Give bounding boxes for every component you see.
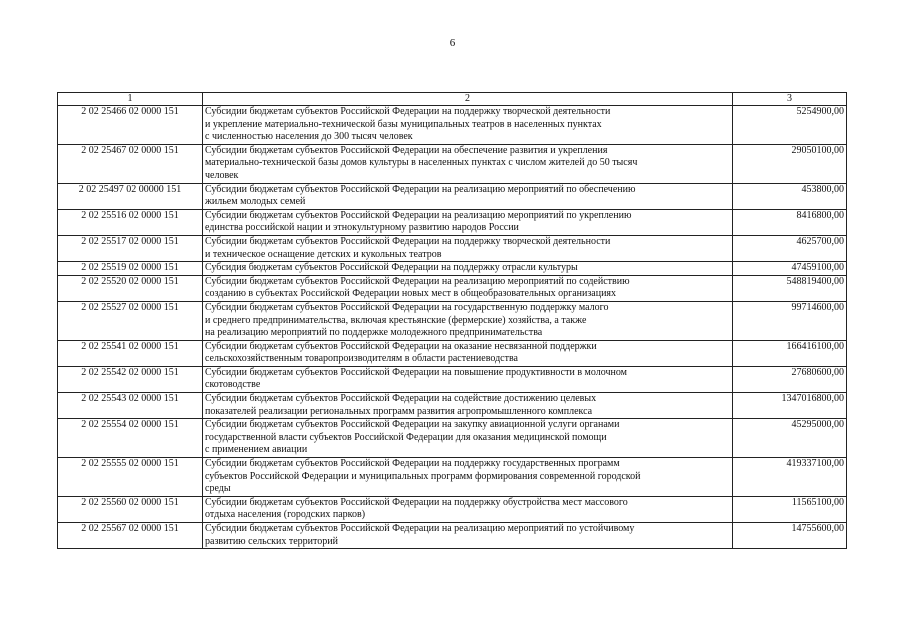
cell-description: Субсидии бюджетам субъектов Российской Федерации на закупку авиационной услуги органами государственной власти субъектов Российской Федерации для оказания медицинской помощи с применением авиации [203,419,733,458]
cell-description: Субсидии бюджетам субъектов Российской Федерации на содействие достижению целевых показателей реализации региональных программ развития агропромышленного комплекса [203,393,733,419]
cell-description: Субсидии бюджетам субъектов Российской Федерации на реализацию мероприятий по содействию созданию в субъектах Российской Федерации новых мест в общеобразовательных организациях [203,275,733,301]
cell-description: Субсидии бюджетам субъектов Российской Федерации на поддержку государственных программ субъектов Российской Федерации и муниципальных программ формирования современной городской среды [203,458,733,497]
table-row [58,419,847,458]
cell-code: 2 02 25560 02 0000 151 [58,496,203,522]
table-row [58,366,847,392]
cell-description: Субсидии бюджетам субъектов Российской Федерации на государственную поддержку малого и среднего предпринимательства, включая крестьянские (фермерские) хозяйства, а также на реализацию мероприятий по поддержке молодежного предпринимательства [203,301,733,340]
cell-amount: 1347016800,00 [733,393,847,419]
header-col-3: 3 [733,93,847,106]
cell-amount: 99714600,00 [733,301,847,340]
cell-amount: 27680600,00 [733,366,847,392]
cell-description: Субсидии бюджетам субъектов Российской Федерации на обеспечение развития и укрепления материально-технической базы домов культуры в населенных пунктах с числом жителей до 50 тысяч человек [203,144,733,183]
cell-code: 2 02 25519 02 0000 151 [58,262,203,276]
cell-code: 2 02 25516 02 0000 151 [58,209,203,235]
cell-amount: 548819400,00 [733,275,847,301]
cell-code: 2 02 25543 02 0000 151 [58,393,203,419]
cell-amount: 5254900,00 [733,106,847,145]
table-row [58,209,847,235]
cell-amount: 166416100,00 [733,340,847,366]
table-row [58,275,847,301]
table-row [58,262,847,276]
cell-description: Субсидии бюджетам субъектов Российской Федерации на повышение продуктивности в молочном скотоводстве [203,366,733,392]
cell-amount: 47459100,00 [733,262,847,276]
cell-amount: 4625700,00 [733,235,847,261]
header-col-1: 1 [58,93,203,106]
table-header-row [58,93,847,106]
table-row [58,496,847,522]
cell-amount: 419337100,00 [733,458,847,497]
table-row [58,301,847,340]
page-number: 6 [449,37,456,49]
table-row [58,144,847,183]
table-row [58,106,847,145]
cell-amount: 11565100,00 [733,496,847,522]
table-row [58,340,847,366]
cell-code: 2 02 25555 02 0000 151 [58,458,203,497]
cell-code: 2 02 25527 02 0000 151 [58,301,203,340]
cell-code: 2 02 25520 02 0000 151 [58,275,203,301]
cell-description: Субсидии бюджетам субъектов Российской Федерации на поддержку обустройства мест массового отдыха населения (городских парков) [203,496,733,522]
cell-code: 2 02 25517 02 0000 151 [58,235,203,261]
table-row [58,523,847,549]
header-col-2: 2 [203,93,733,106]
table-row [58,235,847,261]
cell-amount: 453800,00 [733,183,847,209]
cell-amount: 29050100,00 [733,144,847,183]
cell-code: 2 02 25554 02 0000 151 [58,419,203,458]
cell-amount: 8416800,00 [733,209,847,235]
cell-code: 2 02 25467 02 0000 151 [58,144,203,183]
cell-code: 2 02 25541 02 0000 151 [58,340,203,366]
table-row [58,183,847,209]
cell-code: 2 02 25466 02 0000 151 [58,106,203,145]
cell-description: Субсидии бюджетам субъектов Российской Федерации на поддержку творческой деятельности и укрепление материально-технической базы муниципальных театров в населенных пунктах с численностью населения до 300 тысяч человек [203,106,733,145]
cell-amount: 14755600,00 [733,523,847,549]
cell-code: 2 02 25497 02 00000 151 [58,183,203,209]
budget-table [57,92,847,549]
table-row [58,393,847,419]
cell-description: Субсидия бюджетам субъектов Российской Федерации на поддержку отрасли культуры [203,262,733,276]
cell-description: Субсидии бюджетам субъектов Российской Федерации на поддержку творческой деятельности и техническое оснащение детских и кукольных театров [203,235,733,261]
cell-code: 2 02 25567 02 0000 151 [58,523,203,549]
cell-code: 2 02 25542 02 0000 151 [58,366,203,392]
cell-description: Субсидии бюджетам субъектов Российской Федерации на реализацию мероприятий по обеспечению жильем молодых семей [203,183,733,209]
table-row [58,458,847,497]
cell-description: Субсидии бюджетам субъектов Российской Федерации на оказание несвязанной поддержки сельскохозяйственным товаропроизводителям в области растениеводства [203,340,733,366]
cell-amount: 45295000,00 [733,419,847,458]
cell-description: Субсидии бюджетам субъектов Российской Федерации на реализацию мероприятий по укреплению единства российской нации и этнокультурному развитию народов России [203,209,733,235]
cell-description: Субсидии бюджетам субъектов Российской Федерации на реализацию мероприятий по устойчивому развитию сельских территорий [203,523,733,549]
